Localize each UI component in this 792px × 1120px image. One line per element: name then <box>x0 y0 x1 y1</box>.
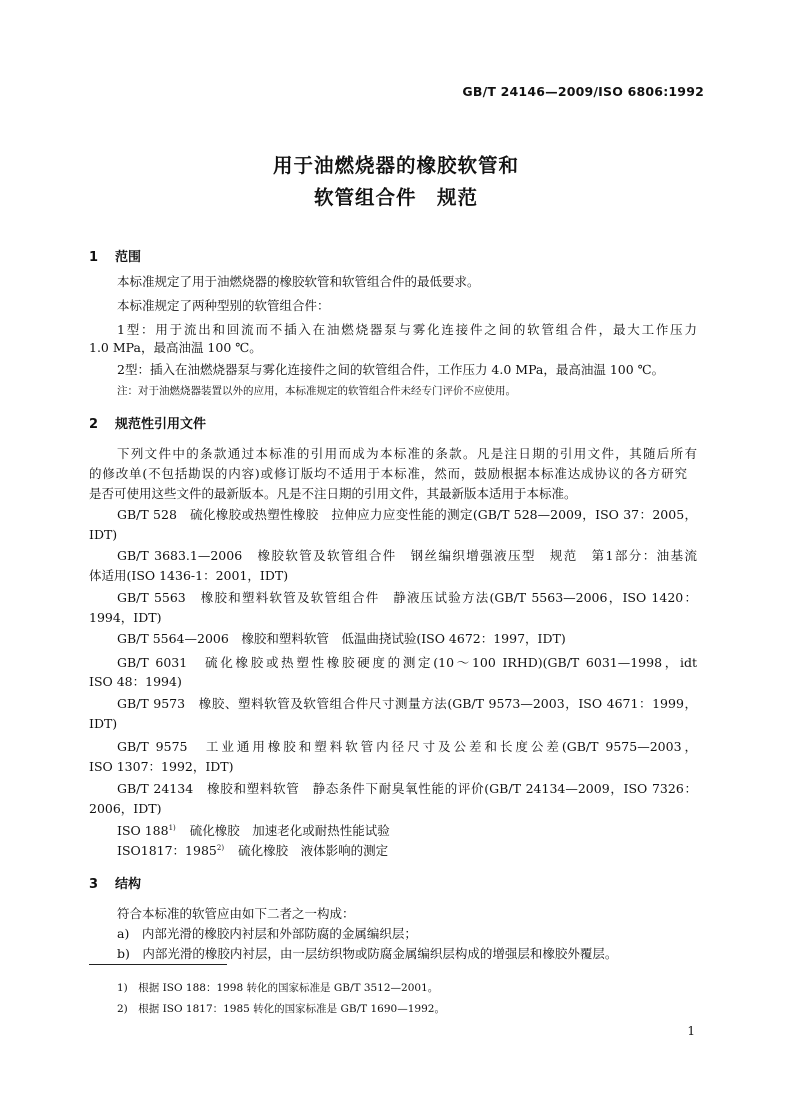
section-title: 结构 <box>115 877 142 892</box>
section-title: 范围 <box>115 250 142 265</box>
document-title-line-1: 用于油燃烧器的橡胶软管和 <box>272 154 519 177</box>
section-number: 2 <box>89 417 99 432</box>
section-title: 规范性引用文件 <box>115 417 207 432</box>
reference-entry: GB/T 5564—2006 橡胶和塑料软管 低温曲挠试验(ISO 4672：1997，IDT) <box>117 631 566 646</box>
reference-title: 硫化橡胶 液体影响的测定 <box>238 843 389 858</box>
paragraph: 2型：插入在油燃烧器泵与雾化连接件之间的软管组合件，工作压力 4.0 MPa，最高油温 100 ℃。 <box>117 362 665 377</box>
paragraph-continuation: 是否可使用这些文件的最新版本。凡是不注日期的引用文件，其最新版本适用于本标准。 <box>89 486 577 501</box>
footnote-separator <box>89 964 227 965</box>
section-3-heading <box>89 873 141 892</box>
section-2-heading <box>89 413 206 432</box>
paragraph-continuation: 的修改单(不包括勘误的内容)或修订版均不适用于本标准，然而，鼓励根据本标准达成协议的各方研究 <box>89 466 687 481</box>
note: 注：对于油燃烧器装置以外的应用，本标准规定的软管组合件未经专门评价不应使用。 <box>117 385 516 397</box>
reference-entry: GB/T 9575 工业通用橡胶和塑料软管内径尺寸及公差和长度公差(GB/T 9575—2003， <box>117 739 697 754</box>
paragraph: 下列文件中的条款通过本标准的引用而成为本标准的条款。凡是注日期的引用文件，其随后所有 <box>117 446 697 461</box>
section-1-heading <box>89 246 141 265</box>
reference-code: ISO1817：1985 <box>117 843 217 858</box>
paragraph: 本标准规定了用于油燃烧器的橡胶软管和软管组合件的最低要求。 <box>117 274 480 289</box>
reference-title: 硫化橡胶 加速老化或耐热性能试验 <box>189 823 390 838</box>
paragraph: 符合本标准的软管应由如下二者之一构成： <box>117 906 355 921</box>
list-item: b) 内部光滑的橡胶内衬层，由一层纺织物或防腐金属编织层构成的增强层和橡胶外覆层。 <box>117 946 618 961</box>
footnote: 1) 根据 ISO 188：1998 转化的国家标准是 GB/T 3512—2001。 <box>117 982 439 994</box>
reference-entry-continuation: 2006，IDT) <box>89 801 162 816</box>
list-item: a) 内部光滑的橡胶内衬层和外部防腐的金属编织层； <box>117 926 417 941</box>
reference-entry: GB/T 24134 橡胶和塑料软管 静态条件下耐臭氧性能的评价(GB/T 24134—2009，ISO 7326： <box>117 781 697 796</box>
standard-number: GB/T 24146—2009/ISO 6806:1992 <box>462 84 704 99</box>
reference-entry <box>117 823 390 839</box>
reference-entry-continuation: IDT) <box>89 527 118 542</box>
footnote-marker: 2) <box>216 844 225 852</box>
paragraph: 本标准规定了两种型别的软管组合件： <box>117 298 330 313</box>
footnote-marker: 1) <box>168 824 176 832</box>
reference-entry: GB/T 528 硫化橡胶或热塑性橡胶 拉伸应力应变性能的测定(GB/T 528—2009，ISO 37：2005， <box>117 507 697 522</box>
paragraph-continuation: 1.0 MPa，最高油温 100 ℃。 <box>89 340 262 355</box>
reference-entry-continuation: ISO 48：1994) <box>89 674 182 689</box>
footnote: 2) 根据 ISO 1817：1985 转化的国家标准是 GB/T 1690—1992。 <box>117 1003 445 1015</box>
reference-entry-continuation: IDT) <box>89 716 118 731</box>
section-number: 1 <box>89 250 99 265</box>
page-number: 1 <box>687 1024 695 1038</box>
reference-entry: GB/T 3683.1—2006 橡胶软管及软管组合件 钢丝编织增强液压型 规范 第1部分：油基流 <box>117 548 697 563</box>
paragraph: 1型：用于流出和回流而不插入在油燃烧器泵与雾化连接件之间的软管组合件，最大工作压力 <box>117 322 697 337</box>
reference-entry <box>117 843 388 859</box>
reference-entry: GB/T 6031 硫化橡胶或热塑性橡胶硬度的测定(10～100 IRHD)(GB/T 6031—1998，idt <box>117 655 697 670</box>
reference-code: ISO 188 <box>117 823 169 838</box>
reference-entry-continuation: 体适用(ISO 1436-1：2001，IDT) <box>89 568 289 583</box>
reference-entry: GB/T 5563 橡胶和塑料软管及软管组合件 静液压试验方法(GB/T 5563—2006，ISO 1420： <box>117 590 697 605</box>
reference-entry-continuation: ISO 1307：1992，IDT) <box>89 759 234 774</box>
document-title-line-2: 软管组合件 规范 <box>313 186 478 209</box>
reference-entry: GB/T 9573 橡胶、塑料软管及软管组合件尺寸测量方法(GB/T 9573—2003，ISO 4671：1999， <box>117 696 697 711</box>
reference-entry-continuation: 1994，IDT) <box>89 610 162 625</box>
section-number: 3 <box>89 877 99 892</box>
